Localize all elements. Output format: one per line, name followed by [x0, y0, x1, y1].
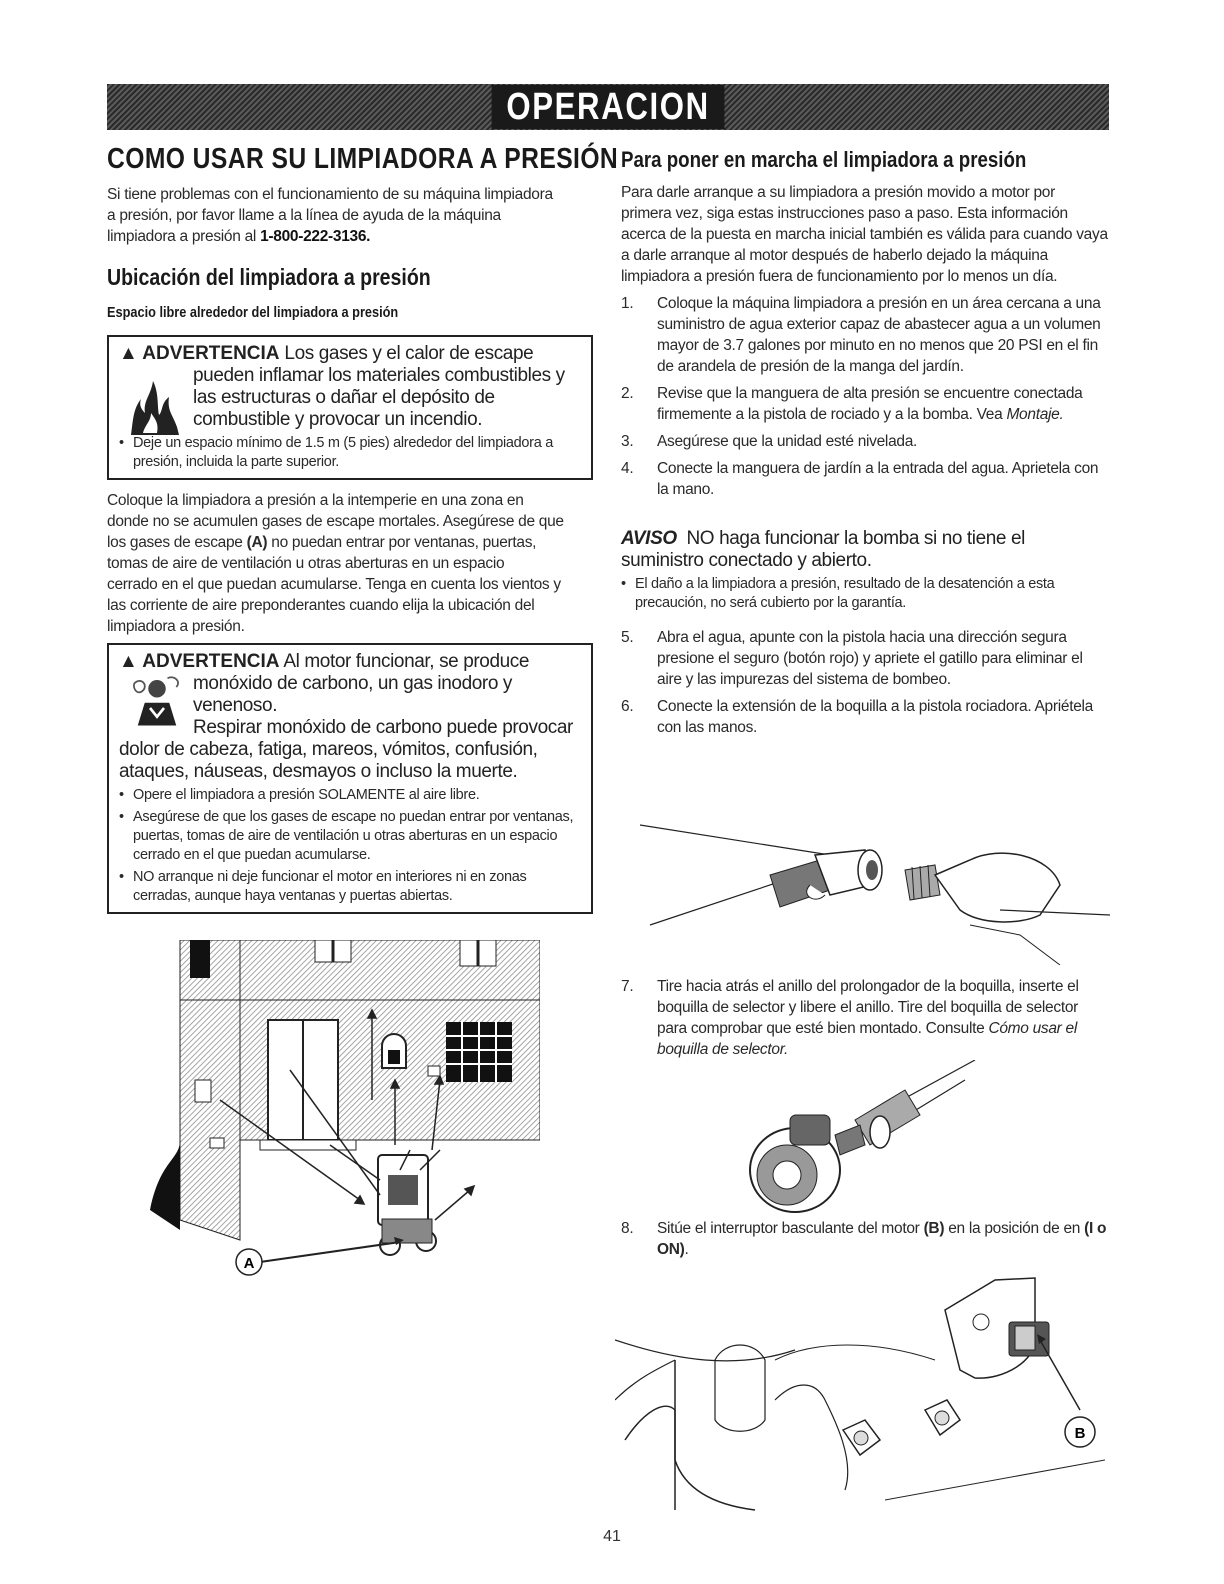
figure-callout-b: B	[1074, 1425, 1086, 1442]
text-line: donde no se acumulen gases de escape mortales. Asegúrese de que	[107, 513, 564, 530]
clearance-heading: Espacio libre alrededor del limpiadora a presión	[107, 304, 399, 321]
warning-line: Respirar monóxido de carbono puede provocar	[193, 717, 573, 738]
text-line: los gases de escape (A) no puedan entrar por ventanas, puertas,	[107, 534, 537, 551]
left-column	[107, 142, 619, 914]
warning-bullet: • NO arranque ni deje funcionar el motor en interiores ni en zonas cerradas, aunque haya ventanas y puertas abiertas.	[119, 868, 583, 906]
text-line: tomas de aire de ventilación u otras aberturas en un espacio	[107, 555, 505, 572]
step-item: 1. Coloque la máquina limpiadora a presión en un área cercana a una suministro de agua exterior capaz de abastecer agua a un volumen mayor de 3.7 galones por minuto en no menos que 20 PSI en el fin de arandela de presión de la manga del jardín.	[621, 295, 1101, 375]
location-heading: Ubicación del limpiadora a presión	[107, 264, 431, 290]
step-item: 2. Revise que la manguera de alta presión se encuentre conectada firmemente a la pistola de rociado y a la bomba. Vea Montaje.	[621, 385, 1083, 423]
cross-reference: Cómo usar el boquilla de selector.	[657, 1020, 1078, 1058]
text-line: limpiadora a presión.	[107, 618, 245, 635]
warning-line: ataques, náuseas, desmayos o incluso la muerte.	[119, 761, 518, 782]
step-item: 7. Tire hacia atrás el anillo del prolongador de la boquilla, inserte el boquilla de selector y libere el anillo. Tire del boquilla de selector para comprobar que esté bien montado. Consulte Cómo usar el boquilla de selector.	[621, 978, 1079, 1058]
text-line: cerrado en el que puedan acumularse. Tenga en cuenta los vientos y	[107, 576, 561, 593]
warning-line: ▲ ADVERTENCIA Al motor funcionar, se produce	[119, 651, 530, 672]
house-clearance-illustration	[150, 940, 540, 1290]
text-line: Coloque la limpiadora a presión a la intemperie en una zona en	[107, 492, 524, 509]
steps-list-1	[621, 293, 1109, 500]
startup-heading: Para poner en marcha el limpiadora a presión	[621, 147, 1027, 172]
warning-triangle-icon: ▲	[119, 343, 138, 364]
step-item: 8. Sitúe el interruptor basculante del motor (B) en la posición de en (I o ON).	[621, 1220, 1107, 1258]
warning-line: ▲ ADVERTENCIA Los gases y el calor de escape	[119, 343, 534, 364]
cross-reference: Montaje.	[1006, 406, 1064, 423]
engine-switch-illustration	[615, 1260, 1105, 1515]
step-item: 5. Abra el agua, apunte con la pistola hacia una dirección segura presione el seguro (botón rojo) y apriete el gatillo para eliminar el aire y las impurezas del sistema de bombeo.	[621, 629, 1083, 688]
warning-line: las estructuras o dañar el depósito de	[193, 387, 495, 408]
text-line: a presión, por favor llame a la línea de ayuda de la máquina	[107, 207, 501, 224]
warning-line: monóxido de carbono, un gas inodoro y	[193, 673, 512, 694]
warning-line: combustible y provocar un incendio.	[193, 409, 483, 430]
step-item: 6. Conecte la extensión de la boquilla a la pistola rociadora. Apriétela con las manos.	[621, 698, 1093, 736]
co-warning-box	[107, 643, 593, 914]
warning-line: pueden inflamar los materiales combustibles y	[193, 365, 565, 386]
notice-line: suministro conectado y abierto.	[621, 550, 872, 571]
helpline-paragraph	[107, 184, 593, 247]
warning-label: ADVERTENCIA	[142, 651, 280, 672]
text-line: limpiadora a presión al 1-800-222-3136.	[107, 228, 371, 245]
placement-paragraph	[107, 490, 593, 637]
on-position-ref: (I o ON)	[657, 1220, 1107, 1258]
notice-label: AVISO	[621, 528, 677, 549]
text-line: Si tiene problemas con el funcionamiento de su máquina limpiadora	[107, 186, 553, 203]
notice-bullet: • El daño a la limpiadora a presión, resultado de la desatención a esta precaución, no será cubierto por la garantía.	[621, 575, 1109, 613]
step-8-block	[621, 1212, 1109, 1260]
fire-icon	[123, 375, 187, 439]
step-item: 3. Asegúrese que la unidad esté nivelada.	[621, 433, 918, 450]
helpline-number: 1-800-222-3136.	[260, 228, 371, 245]
page-heading: COMO USAR SU LIMPIADORA A PRESIÓN	[107, 143, 619, 175]
step-7-block	[621, 970, 1109, 1060]
figure-ref: (A)	[246, 534, 268, 551]
switch-ref: (B)	[923, 1220, 945, 1237]
text-line: las corriente de aire preponderantes cuando elija la ubicación del	[107, 597, 535, 614]
notice-block	[621, 528, 1109, 572]
nozzle-extension-illustration	[640, 815, 1110, 965]
selector-nozzle-illustration	[745, 1060, 995, 1215]
poison-gas-icon	[129, 673, 185, 729]
warning-line: dolor de cabeza, fatiga, mareos, vómitos, confusión,	[119, 739, 538, 760]
right-column	[621, 142, 1109, 738]
warning-bullet: • Opere el limpiadora a presión SOLAMENTE al aire libre.	[119, 786, 583, 805]
warning-bullet: • Asegúrese de que los gases de escape no puedan entrar por ventanas, puertas, tomas de aire de ventilación u otras aberturas en un espacio cerrado en el que puedan acumularse.	[119, 808, 583, 865]
step-item: 4. Conecte la manguera de jardín a la entrada del agua. Aprietela con la mano.	[621, 460, 1099, 498]
warning-label: ADVERTENCIA	[142, 343, 280, 364]
warning-bullet: • Deje un espacio mínimo de 1.5 m (5 pies) alrededor del limpiadora a presión, incluida la parte superior.	[119, 434, 583, 472]
section-banner	[107, 84, 1109, 130]
warning-triangle-icon: ▲	[119, 651, 138, 672]
steps-list-2	[621, 627, 1109, 738]
warning-line: venenoso.	[193, 695, 278, 716]
page-number: 41	[603, 1528, 621, 1545]
notice-line: AVISO NO haga funcionar la bomba si no tiene el	[621, 528, 1025, 549]
startup-intro: Para darle arranque a su limpiadora a presión movido a motor por primera vez, siga estas instrucciones paso a paso. Esta información acerca de la puesta en marcha inicial también es válida para cuando vaya a darle arranque al motor después de haberlo dejado la máquina limpiadora a presión fuera de funcionamiento por lo menos un día.	[621, 184, 1108, 285]
figure-callout-a: A	[243, 1255, 255, 1272]
fire-warning-box	[107, 335, 593, 480]
section-title: OPERACION	[491, 85, 724, 129]
